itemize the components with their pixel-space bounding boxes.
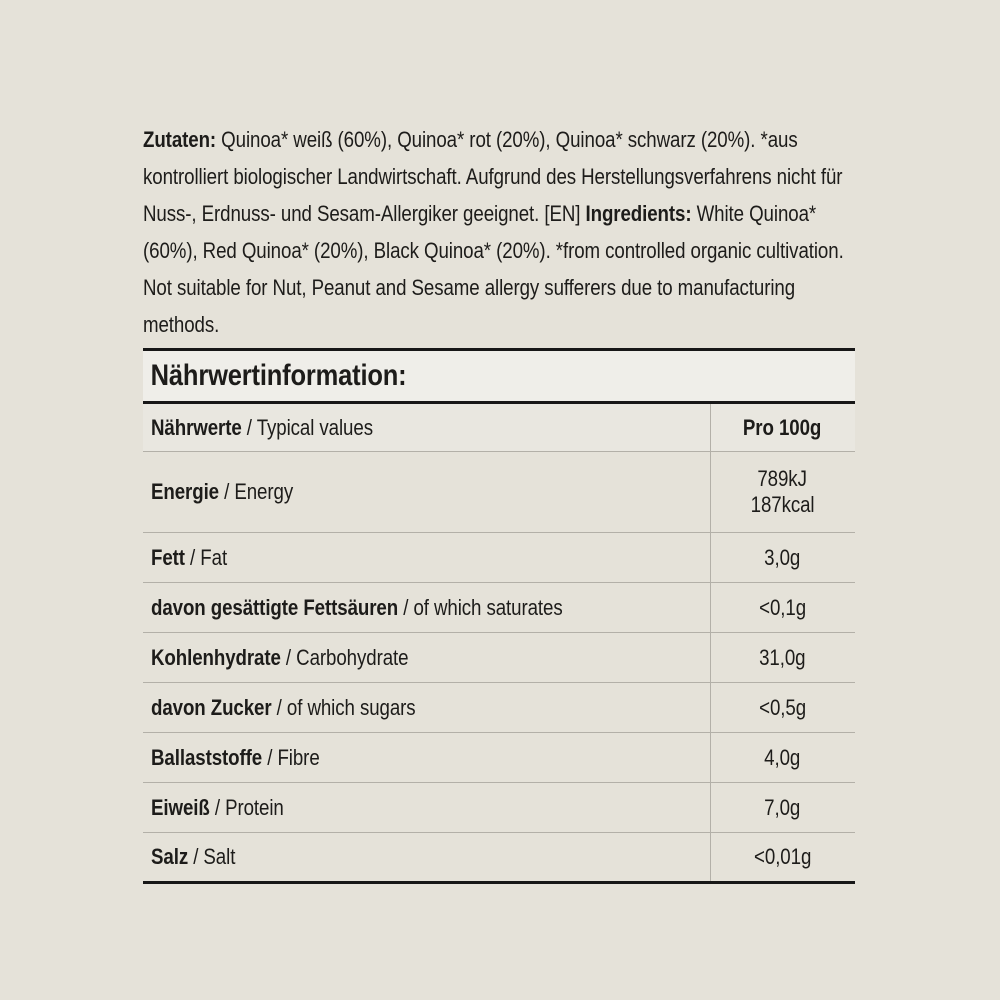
row-label-de: Salz [151,844,189,869]
ingredients-german-text: Quinoa* weiß (60%), Quinoa* rot (20%), Quinoa* schwarz (20%). *aus kontrolliert biologischer Landwirtschaft. Aufgrund des Herstellungsverfahrens nicht für Nuss-, Erdnuss- und Sesam-Allergiker geeignet. [143,127,843,226]
row-value: <0,5g [759,694,806,720]
table-row-fat [143,533,855,583]
nutrition-title-band [143,348,855,404]
column-divider [710,404,711,881]
ingredients-label: Ingredients: [585,201,692,226]
header-separator: / [241,414,257,440]
row-label [151,795,284,821]
ingredients-english-text: White Quinoa* (60%), Red Quinoa* (20%), Black Quinoa* (20%). *from controlled organic cultivation. Not suitable for Nut, Peanut and Sesame allergy sufferers due to manufacturing methods. [143,201,844,337]
row-separator: / [271,694,287,720]
nutrition-title: Nährwertinformation: [150,359,407,392]
row-label [151,645,408,671]
zutaten-label: Zutaten: [143,127,217,152]
row-label-de: Ballaststoffe [151,744,263,770]
row-label-de: Fett [151,544,185,570]
table-row-saturates [143,583,855,633]
row-label [151,595,563,621]
row-label-en: Salt [203,844,236,869]
row-value: 7,0g [764,794,801,820]
table-row-sugars [143,683,855,733]
row-separator: / [398,594,414,620]
row-label [151,745,320,771]
header-label-en: Typical values [256,414,373,440]
row-separator: / [219,479,235,504]
row-label [151,844,235,870]
table-row-protein [143,783,855,833]
table-row-salt [143,833,855,881]
row-separator: / [262,744,278,770]
row-label-en: Fat [200,544,228,570]
en-language-tag: [EN] [544,201,586,226]
header-label-de: Nährwerte [151,414,242,440]
row-value: 31,0g [759,644,806,670]
row-label-en: Protein [225,794,284,820]
ingredients-paragraph [143,121,855,343]
header-label [151,415,373,441]
row-separator: / [209,794,226,820]
row-separator: / [184,544,201,570]
table-row-fibre [143,733,855,783]
row-label-de: davon Zucker [151,694,272,720]
row-label [151,695,416,721]
row-label-de: Kohlenhydrate [151,644,281,670]
table-row-energy [143,452,855,533]
row-label-en: of which sugars [286,694,416,720]
amount-column-header: Pro 100g [743,414,822,440]
row-label-en: Energy [234,479,294,504]
nutrition-table [143,404,855,884]
row-value: 3,0g [764,544,801,570]
row-separator: / [280,644,297,670]
row-value: 789kJ [757,466,808,491]
row-label-en: of which saturates [413,594,563,620]
row-label-de: davon gesättigte Fettsäuren [151,594,399,620]
row-label [151,479,293,505]
row-label-en: Carbohydrate [296,644,409,670]
row-label-de: Energie [151,479,219,504]
row-separator: / [188,844,204,869]
label-content [143,0,855,1000]
row-value: <0,01g [753,844,812,869]
row-label-de: Eiweiß [151,794,210,820]
row-label-en: Fibre [277,744,320,770]
row-value-secondary: 187kcal [750,492,815,517]
table-header-row [143,404,855,452]
row-value: 4,0g [764,744,801,770]
row-value: <0,1g [759,594,806,620]
row-label [151,545,227,571]
table-row-carbohydrate [143,633,855,683]
